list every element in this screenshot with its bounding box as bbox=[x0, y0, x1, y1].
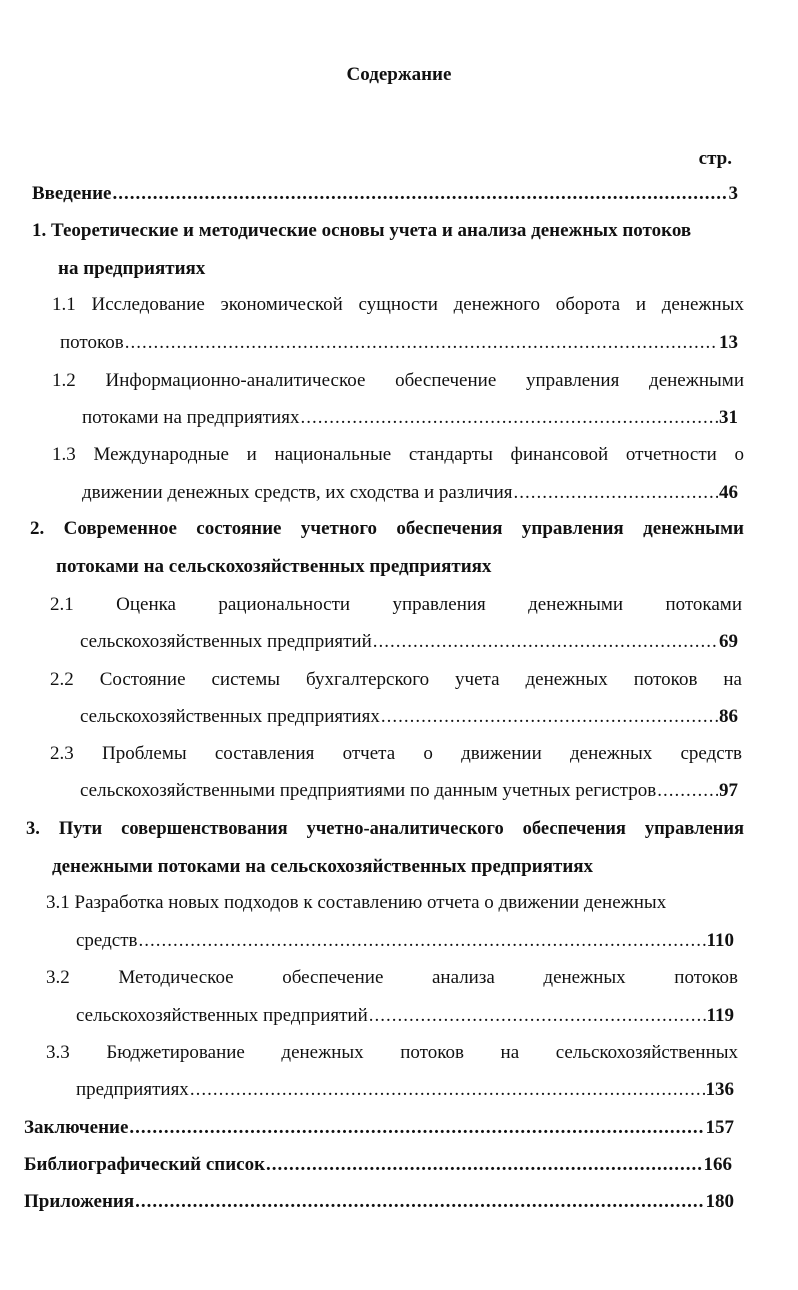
dot-leader bbox=[657, 779, 718, 803]
toc-section-1-2[interactable] bbox=[52, 369, 744, 393]
toc-section-3-2-cont bbox=[76, 1004, 734, 1028]
toc-section-title-cont: предприятиях bbox=[76, 1079, 189, 1100]
toc-section-1-1-cont bbox=[60, 331, 738, 355]
dot-leader bbox=[373, 630, 718, 654]
toc-page-number: 97 bbox=[719, 780, 738, 801]
page-column-label: стр. bbox=[698, 148, 732, 169]
toc-page-number: 180 bbox=[705, 1191, 734, 1212]
dot-leader bbox=[266, 1153, 702, 1177]
toc-section-3-3[interactable] bbox=[46, 1041, 738, 1065]
toc-section-1-3-cont bbox=[82, 481, 738, 505]
toc-chapter-2[interactable] bbox=[30, 517, 744, 541]
toc-entry-intro[interactable] bbox=[32, 182, 738, 206]
toc-entry-conclusion[interactable] bbox=[24, 1116, 734, 1140]
toc-chapter-title-cont: потоками на сельскохозяйственных предприятиях bbox=[56, 556, 492, 577]
toc-section-title: 2.1 Оценка рациональности управления денежными потоками bbox=[50, 594, 742, 615]
toc-page-number: 157 bbox=[705, 1117, 734, 1138]
toc-entry-appendix[interactable] bbox=[24, 1190, 734, 1214]
toc-page-number: 69 bbox=[719, 631, 738, 652]
toc-section-2-2-cont bbox=[80, 705, 738, 729]
toc-page-number: 46 bbox=[719, 482, 738, 503]
toc-section-2-1[interactable] bbox=[50, 593, 742, 617]
toc-section-2-2[interactable] bbox=[50, 668, 742, 692]
dot-leader bbox=[300, 406, 718, 430]
toc-entry-title: Введение bbox=[32, 183, 112, 204]
toc-section-title: 1.1 Исследование экономической сущности денежного оборота и денежных bbox=[52, 294, 744, 315]
toc-section-3-1[interactable] bbox=[46, 891, 666, 915]
toc-section-3-2[interactable] bbox=[46, 966, 738, 990]
dot-leader bbox=[135, 1190, 704, 1214]
toc-entry-title: Приложения bbox=[24, 1191, 135, 1212]
toc-section-title-cont: потоков bbox=[60, 332, 124, 353]
toc-section-title-cont: сельскохозяйственных предприятиях bbox=[80, 706, 380, 727]
toc-entry-title: Библиографический список bbox=[24, 1154, 266, 1175]
toc-section-1-2-cont bbox=[82, 406, 738, 430]
toc-page-number: 13 bbox=[719, 332, 738, 353]
toc-section-title-cont: сельскохозяйственных предприятий bbox=[76, 1005, 368, 1026]
toc-section-3-1-cont bbox=[76, 929, 734, 953]
toc-chapter-title: 1. Теоретические и методические основы учета и анализа денежных потоков bbox=[32, 220, 692, 241]
toc-chapter-title: 2. Современное состояние учетного обеспечения управления денежными bbox=[30, 518, 744, 539]
toc-page-number: 119 bbox=[706, 1005, 734, 1026]
dot-leader bbox=[129, 1116, 704, 1140]
toc-section-title: 3.3 Бюджетирование денежных потоков на сельскохозяйственных bbox=[46, 1042, 738, 1063]
toc-section-title-cont: потоками на предприятиях bbox=[82, 407, 300, 428]
dot-leader bbox=[513, 481, 718, 505]
toc-entry-title: Заключение bbox=[24, 1117, 129, 1138]
toc-chapter-title-cont: денежными потоками на сельскохозяйственных предприятиях bbox=[52, 856, 594, 877]
dot-leader bbox=[139, 929, 706, 953]
toc-chapter-1[interactable] bbox=[32, 219, 744, 243]
toc-chapter-title: 3. Пути совершенствования учетно-аналитического обеспечения управления bbox=[26, 819, 744, 839]
toc-section-2-3[interactable] bbox=[50, 742, 742, 766]
toc-section-title: 2.2 Состояние системы бухгалтерского учета денежных потоков на bbox=[50, 669, 742, 690]
toc-section-title: 1.3 Международные и национальные стандарты финансовой отчетности о bbox=[52, 444, 744, 465]
toc-section-title: 2.3 Проблемы составления отчета о движении денежных средств bbox=[50, 743, 742, 764]
toc-chapter-3[interactable] bbox=[26, 817, 744, 841]
toc-page-number: 86 bbox=[719, 706, 738, 727]
toc-section-1-3[interactable] bbox=[52, 443, 744, 467]
toc-section-2-3-cont bbox=[80, 779, 738, 803]
toc-section-title: 3.2 Методическое обеспечение анализа денежных потоков bbox=[46, 967, 738, 988]
toc-page-number: 136 bbox=[705, 1079, 734, 1100]
toc-page-number: 3 bbox=[728, 183, 738, 204]
toc-section-title: 1.2 Информационно-аналитическое обеспечение управления денежными bbox=[52, 370, 744, 391]
toc-page-number: 166 bbox=[703, 1154, 732, 1175]
toc-section-3-3-cont bbox=[76, 1078, 734, 1102]
page-title: Содержание bbox=[346, 64, 452, 85]
toc-chapter-title-cont: на предприятиях bbox=[58, 258, 206, 279]
dot-leader bbox=[190, 1078, 705, 1102]
toc-section-title-cont: средств bbox=[76, 930, 138, 951]
toc-chapter-1-cont bbox=[58, 257, 205, 281]
toc-section-title-cont: сельскохозяйственных предприятий bbox=[80, 631, 372, 652]
toc-chapter-2-cont bbox=[56, 555, 491, 579]
toc-section-2-1-cont bbox=[80, 630, 738, 654]
toc-entry-bibliography[interactable] bbox=[24, 1153, 732, 1177]
toc-section-title: 3.1 Разработка новых подходов к составлению отчета о движении денежных bbox=[46, 892, 667, 913]
dot-leader bbox=[381, 705, 718, 729]
toc-page-number: 31 bbox=[719, 407, 738, 428]
toc-section-title-cont: движении денежных средств, их сходства и различия bbox=[82, 482, 513, 503]
toc-page-number: 110 bbox=[706, 930, 734, 951]
toc-chapter-3-cont bbox=[52, 855, 593, 879]
dot-leader bbox=[113, 182, 728, 206]
toc-section-title-cont: сельскохозяйственными предприятиями по данным учетных регистров bbox=[80, 780, 657, 801]
dot-leader bbox=[125, 331, 718, 355]
dot-leader bbox=[369, 1004, 706, 1028]
toc-section-1-1[interactable] bbox=[52, 293, 744, 317]
